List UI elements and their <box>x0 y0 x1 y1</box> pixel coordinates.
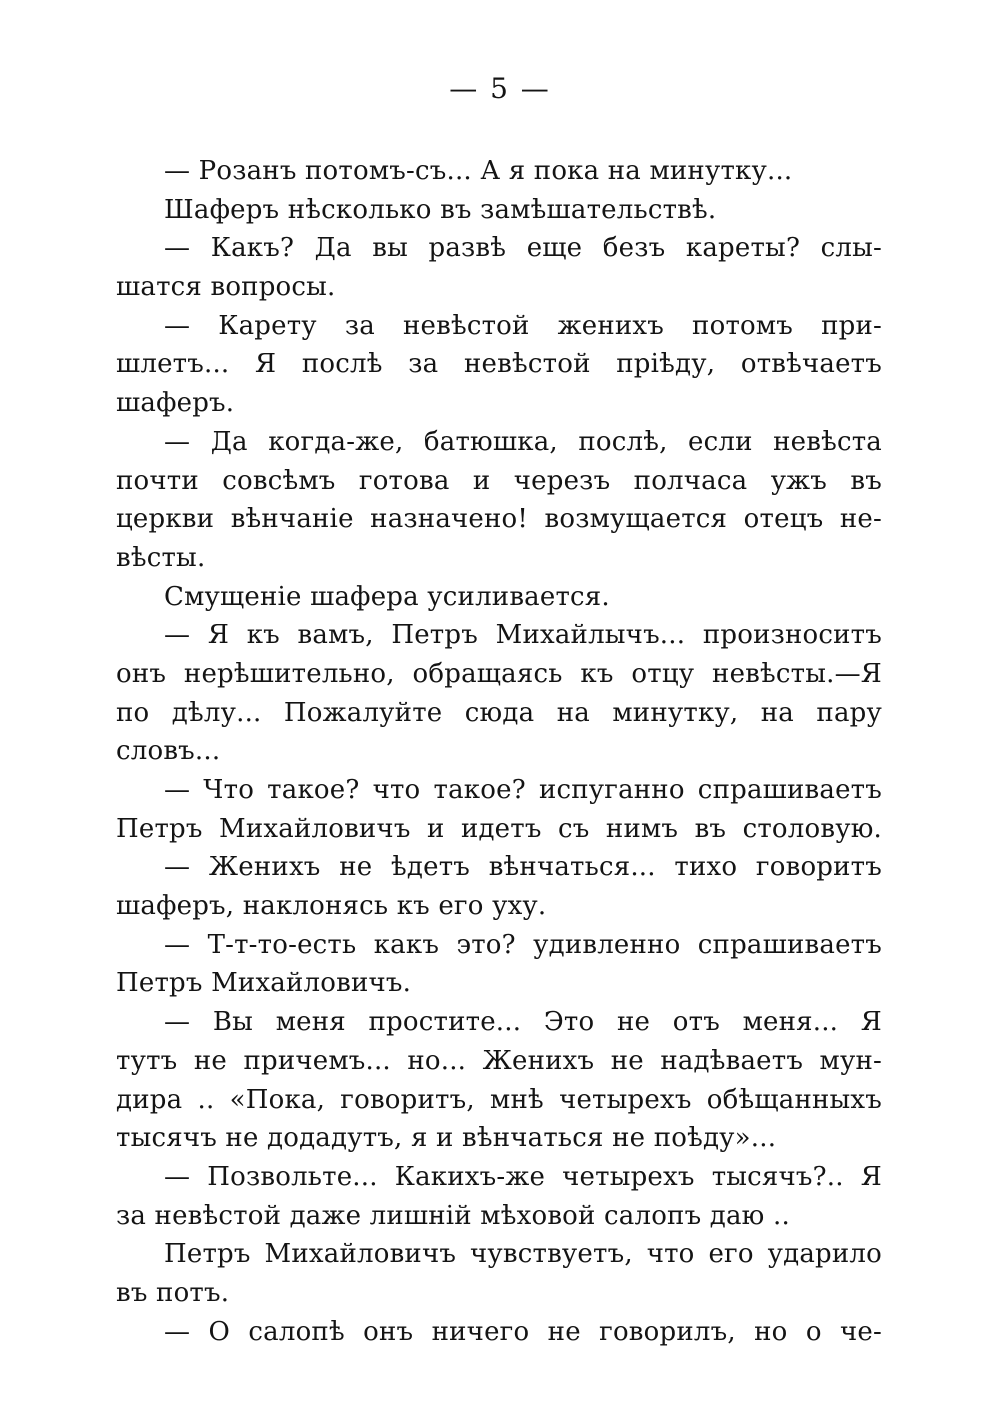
text-line: Петръ Михайловичъ чувствуетъ, что его ударило <box>164 1239 882 1270</box>
text-line: — Какъ? Да вы развѣ еще безъ кареты? слы- <box>164 233 882 264</box>
text-line: — Да когда-же, батюшка, послѣ, если невѣста <box>164 426 882 457</box>
text-line: — О салопѣ онъ ничего не говорилъ, но о че- <box>164 1316 882 1347</box>
page-number: — 5 — <box>449 72 551 105</box>
text-line: — Т-т-то-есть какъ это? удивленно спрашиваетъ <box>164 929 882 960</box>
text-line: тысячъ не додадутъ, я и вѣнчаться не поѣду»... <box>116 1123 777 1154</box>
text-line: — Женихъ не ѣдетъ вѣнчаться... тихо говоритъ <box>164 852 882 883</box>
text-line: Смущеніе шафера усиливается. <box>164 581 610 612</box>
text-line: шаферъ, наклонясь къ его уху. <box>116 891 547 922</box>
text-line: почти совсѣмъ готова и черезъ полчаса ужъ въ <box>116 465 882 496</box>
text-line: Шаферъ нѣсколько въ замѣшательствѣ. <box>164 194 717 225</box>
text-line: — Вы меня простите... Это не отъ меня... Я <box>164 1007 882 1038</box>
text-line: — Позвольте... Какихъ-же четырехъ тысячъ?.. Я <box>164 1161 882 1192</box>
text-line: словъ... <box>116 736 221 767</box>
text-line: — Я къ вамъ, Петръ Михайлычъ... произноситъ <box>164 620 882 651</box>
text-line: — Розанъ потомъ-съ... А я пока на минутку... <box>164 156 793 186</box>
text-line: церкви вѣнчаніе назначено! возмущается отецъ не- <box>116 504 882 535</box>
text-line: онъ нерѣшительно, обращаясь къ отцу невѣсты.—Я <box>116 658 882 689</box>
text-line: шлетъ... Я послѣ за невѣстой пріѣду, отвѣчаетъ <box>116 349 882 380</box>
text-line: дира .. «Пока, говоритъ, мнѣ четырехъ обѣщанныхъ <box>116 1084 882 1115</box>
text-line: шатся вопросы. <box>116 272 336 303</box>
text-line: — Что такое? что такое? испуганно спрашиваетъ <box>164 775 882 805</box>
text-line: Петръ Михайловичъ. <box>116 968 412 999</box>
text-line: — Карету за невѣстой женихъ потомъ при- <box>164 310 882 341</box>
body-text <box>116 152 882 1351</box>
text-line: въ потъ. <box>116 1277 230 1308</box>
text-line: тутъ не причемъ... но... Женихъ не надѣваетъ мун- <box>116 1045 882 1076</box>
text-line: шаферъ. <box>116 388 235 419</box>
text-line: вѣсты. <box>116 542 206 573</box>
text-line: по дѣлу... Пожалуйте сюда на минутку, на пару <box>116 697 882 728</box>
text-line: за невѣстой даже лишній мѣховой салопъ даю .. <box>116 1200 790 1231</box>
text-line: Петръ Михайловичъ и идетъ съ нимъ въ столовую. <box>116 813 882 844</box>
